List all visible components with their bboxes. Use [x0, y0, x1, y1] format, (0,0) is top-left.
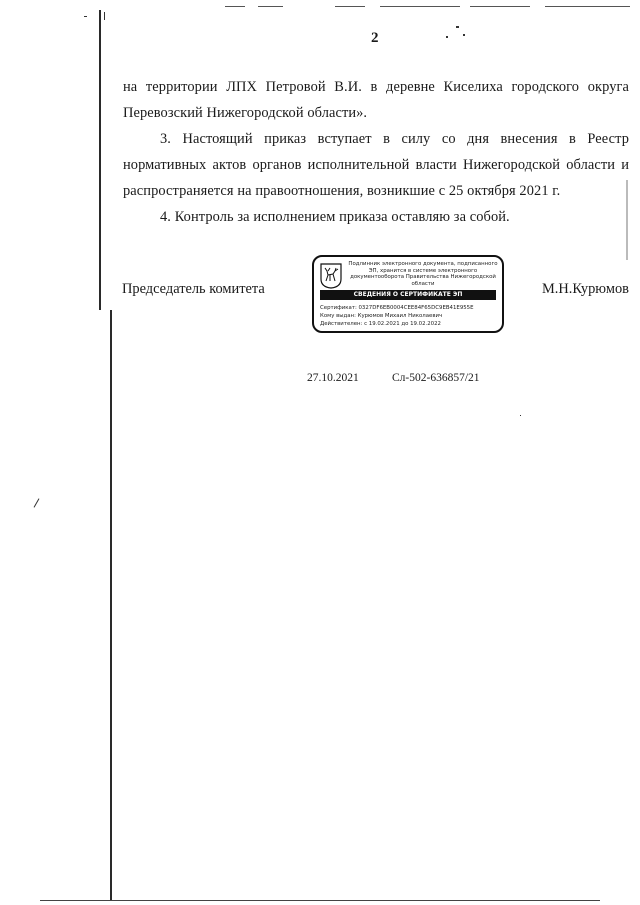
paragraph-line: 3. Настоящий приказ вступает в силу со дня внесения в Реестр [160, 131, 629, 147]
stamp-certificate: Сертификат: 0327DF6EB0004CEE84F65DC9EB41E955E [320, 305, 474, 311]
paragraph-line: нормативных актов органов исполнительной власти Нижегородской области и [123, 157, 629, 173]
stamp-owner: Кому выдан: Курюмов Михаил Николаевич [320, 313, 443, 319]
scan-top-dash [470, 6, 530, 7]
scan-margin-line [110, 310, 112, 900]
paragraph-line: на территории ЛПХ Петровой В.И. в деревне Киселиха городского округа [123, 79, 629, 95]
scan-top-dash [335, 6, 365, 7]
scan-speck [446, 36, 448, 38]
deer-emblem-icon [320, 263, 342, 289]
scan-bottom-line [40, 900, 600, 901]
stamp-header: Подлинник электронного документа, подписанного ЭП, хранится в системе электронного документооборота Правительства Нижегородской области [348, 261, 498, 287]
scan-speck [34, 498, 40, 507]
paragraph-line: Перевозский Нижегородской области». [123, 105, 368, 121]
page-number: 2 [371, 30, 379, 46]
scan-top-dash [225, 6, 245, 7]
signatory-name: М.Н.Курюмов [542, 281, 629, 297]
scan-speck [520, 415, 521, 416]
scan-top-dash [380, 6, 460, 7]
stamp-title-bar: СВЕДЕНИЯ О СЕРТИФИКАТЕ ЭП [320, 290, 496, 300]
document-date: 27.10.2021 [307, 372, 359, 384]
stamp-validity: Действителен: с 19.02.2021 до 19.02.2022 [320, 321, 441, 327]
scan-speck [463, 34, 465, 36]
signatory-title: Председатель комитета [122, 281, 265, 297]
scan-speck [84, 16, 87, 17]
registration-number: Сл-502-636857/21 [392, 372, 480, 384]
scan-speck [626, 180, 628, 260]
scan-margin-line [99, 10, 101, 310]
paragraph-line: 4. Контроль за исполнением приказа оставляю за собой. [160, 209, 510, 225]
scan-top-dash [258, 6, 283, 7]
paragraph-line: распространяется на правоотношения, возникшие с 25 октября 2021 г. [123, 183, 561, 199]
scan-speck [104, 12, 105, 20]
scan-speck [456, 26, 459, 28]
electronic-signature-stamp [312, 255, 504, 333]
scan-top-dash [545, 6, 630, 7]
